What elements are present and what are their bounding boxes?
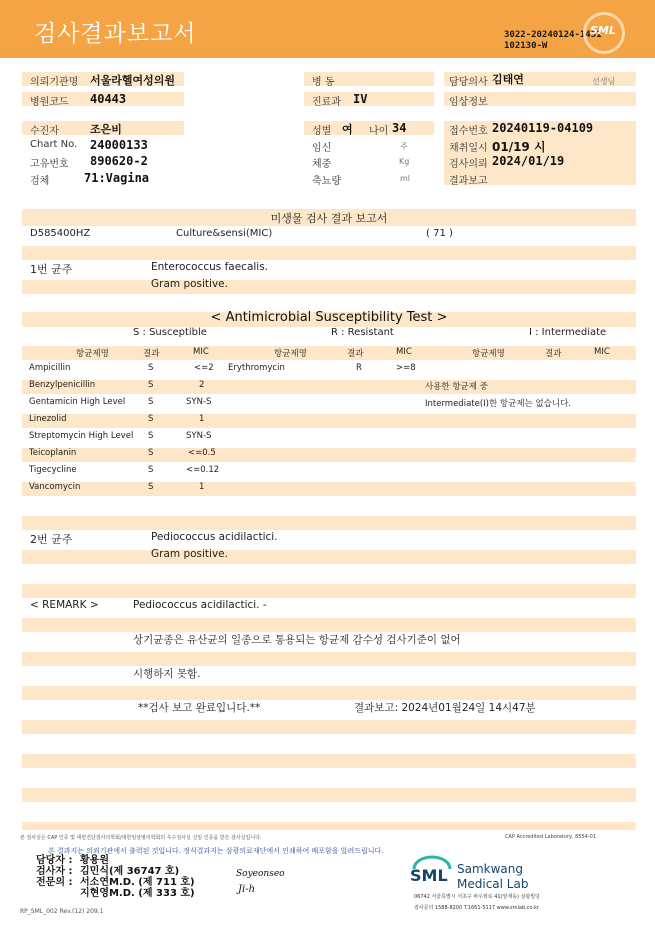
urine-unit: ml	[400, 174, 411, 183]
test-name: Culture&sensi(MIC)	[176, 228, 273, 239]
drug-name-mid: Erythromycin	[228, 363, 285, 373]
remark-label: < REMARK >	[30, 599, 99, 611]
age-value: 34	[392, 121, 407, 135]
drug-mic: <=2	[194, 363, 214, 373]
drug-name: Gentamicin High Level	[29, 397, 126, 407]
stripe	[22, 788, 636, 802]
report-time: 결과보고: 2024년01월24일 14시47분	[354, 702, 536, 714]
drug-mic: 2	[199, 380, 205, 390]
staff-role-3: 전문의 :	[36, 877, 73, 888]
request-value: 2024/01/19	[492, 154, 565, 168]
col-mic-3: MIC	[594, 347, 610, 357]
drug-mic: <=0.5	[188, 448, 216, 458]
stripe	[22, 246, 636, 260]
stripe	[22, 380, 636, 394]
stripe	[22, 754, 636, 768]
dept-value: IV	[353, 92, 368, 106]
patient-label: 수진자	[30, 126, 59, 137]
stripe	[22, 822, 636, 830]
stripe	[22, 414, 636, 428]
header-logo-text: SML	[590, 24, 616, 37]
drug-result-mid: R	[356, 363, 362, 373]
id-value: 890620-2	[90, 154, 148, 168]
stripe	[22, 346, 636, 360]
staff-name-4: 지현영M.D. (제 333 호)	[80, 888, 195, 899]
strain1-label: 1번 균주	[30, 263, 73, 276]
signature-2: Ji-h	[238, 884, 256, 895]
report-label: 결과보고	[449, 176, 488, 187]
col-mic-1: MIC	[193, 347, 209, 357]
brand-name-2: Medical Lab	[457, 877, 529, 891]
col-drug-3: 항균제명	[472, 349, 505, 359]
staff-role-2: 검사자 :	[36, 866, 73, 877]
stripe	[22, 448, 636, 462]
urine-label: 축뇨량	[312, 176, 341, 187]
signature-1: Soyeonseo	[236, 869, 285, 879]
drug-name: Vancomycin	[29, 482, 81, 492]
collect-value: 01/19 시	[492, 140, 546, 154]
col-result-2: 결과	[347, 349, 364, 359]
clinical-label: 임상정보	[449, 97, 488, 108]
section-title: 미생물 검사 결과 보고서	[270, 212, 388, 225]
cert-notice: 본 검사실은 CAP 인증 및 대한진단검사의학회/대한임상병리학회의 우수검사실 신임 인증을 받은 검사실입니다.	[20, 835, 262, 841]
stripe	[22, 618, 636, 632]
official-notice: 본 결과지는 의뢰기관에서 출력된 것입니다. 정식결과지는 삼광의료재단에서 인쇄하여 배포함을 알려드립니다.	[48, 847, 384, 855]
col-drug-2: 항균제명	[274, 349, 307, 359]
remark-line-2: 상기균종은 유산균의 일종으로 통용되는 항균제 감수성 검사기준이 없어	[133, 634, 461, 646]
drug-result: S	[148, 482, 154, 492]
drug-mic-mid: >=8	[396, 363, 416, 373]
brand-logo-text: SML	[410, 866, 448, 885]
report-title: 검사결과보고서	[34, 21, 197, 47]
institution-label: 의뢰기관명	[30, 77, 79, 88]
stripe	[22, 482, 636, 496]
col-drug-1: 항균제명	[76, 349, 109, 359]
staff-role-1: 담당자 :	[36, 855, 73, 866]
stripe	[22, 652, 636, 666]
form-code: RP_SML_002 Rev.(12) 209.1	[20, 908, 104, 915]
patient-value: 조은비	[90, 123, 122, 136]
stripe	[22, 720, 636, 734]
drug-name: Teicoplanin	[29, 448, 77, 458]
ast-title: < Antimicrobial Susceptibility Test >	[210, 310, 448, 325]
legend-i: I : Intermediate	[529, 327, 607, 338]
drug-result: S	[148, 414, 154, 424]
stripe	[22, 280, 636, 294]
strain2-label: 2번 균주	[30, 533, 73, 546]
drug-name: Benzylpenicillin	[29, 380, 96, 390]
col-mic-2: MIC	[396, 347, 412, 357]
col-result-1: 결과	[143, 349, 160, 359]
drug-mic: 1	[199, 414, 205, 424]
test-code: D585400HZ	[30, 228, 91, 239]
receipt-value: 20240119-04109	[492, 121, 594, 135]
stripe	[22, 516, 636, 530]
drug-result: S	[148, 431, 154, 441]
stripe	[22, 686, 636, 700]
test-num: ( 71 )	[426, 228, 453, 239]
chart-value: 24000133	[90, 138, 148, 152]
address-line-1: 06742 서울특별시 서초구 바우뫼로 41(양재동) 삼광빌딩	[414, 894, 540, 900]
weight-unit: Kg	[399, 157, 410, 166]
strain2-gram: Gram positive.	[151, 548, 228, 560]
drug-name: Tigecycline	[29, 465, 77, 475]
doctor-suffix: 선생님	[592, 77, 616, 86]
sex-value: 여	[342, 123, 353, 136]
staff-name-3: 서소연M.D. (제 711 호)	[80, 877, 195, 888]
legend-s: S : Susceptible	[133, 327, 207, 338]
remark-line-3: 시행하지 못함.	[133, 668, 201, 680]
drug-mic: <=0.12	[186, 465, 220, 475]
drug-result: S	[148, 380, 154, 390]
remark-line-1: Pediococcus acidilactici. -	[133, 599, 267, 611]
drug-result: S	[148, 397, 154, 407]
report-code-2: 102130-W	[504, 41, 548, 51]
legend-r: R : Resistant	[331, 327, 394, 338]
report-code-1: 3022-20240124-1451	[504, 30, 602, 40]
age-label: 나이	[369, 126, 389, 137]
drug-result: S	[148, 465, 154, 475]
staff-name-2: 김민식(제 36747 호)	[80, 866, 180, 877]
drug-name: Linezolid	[29, 414, 67, 424]
preg-label: 임신	[312, 143, 332, 154]
drug-result: S	[148, 448, 154, 458]
specimen-value: 71:Vagina	[84, 171, 150, 185]
weight-label: 체중	[312, 159, 332, 170]
doctor-label: 담당의사	[449, 77, 488, 88]
staff-name-1: 황용원	[80, 855, 109, 866]
id-label: 고유번호	[30, 159, 69, 170]
drug-mic: SYN-S	[186, 397, 212, 407]
drug-result: S	[148, 363, 154, 373]
collect-label: 채취일시	[449, 143, 488, 154]
ward-label: 병 동	[312, 77, 335, 88]
cap-notice: CAP Accredited Laboratory, 8554-01	[505, 834, 597, 840]
intermediate-note-2: Intermediate(I)한 항균제는 없습니다.	[425, 399, 571, 409]
drug-mic: 1	[199, 482, 205, 492]
strain1-name: Enterococcus faecalis.	[151, 261, 269, 273]
stripe	[22, 550, 636, 564]
drug-mic: SYN-S	[186, 431, 212, 441]
stripe	[22, 584, 636, 598]
receipt-label: 접수번호	[449, 126, 488, 137]
institution-value: 서울라헬여성의원	[90, 74, 176, 87]
specimen-label: 검체	[30, 176, 50, 187]
hospital-code-value: 40443	[90, 92, 127, 106]
address-line-2: 검사문의 1588-8200 T.1661-5117 www.smlab.co.kr	[414, 905, 539, 911]
drug-name: Streptomycin High Level	[29, 431, 134, 441]
sex-label: 성별	[312, 126, 332, 137]
strain2-name: Pediococcus acidilactici.	[151, 531, 278, 543]
intermediate-note-1: 사용한 항균제 중	[425, 382, 488, 392]
doctor-value: 김태연	[492, 73, 524, 86]
preg-unit: 주	[400, 142, 408, 151]
strain1-gram: Gram positive.	[151, 278, 228, 290]
brand-name-1: Samkwang	[457, 862, 523, 876]
request-label: 검사의뢰	[449, 159, 488, 170]
report-complete: **검사 보고 완료입니다.**	[138, 702, 261, 714]
dept-label: 진료과	[312, 97, 341, 108]
col-result-3: 결과	[545, 349, 562, 359]
chart-label: Chart No.	[30, 139, 78, 150]
drug-name: Ampicillin	[29, 363, 71, 373]
hospital-code-label: 병원코드	[30, 97, 69, 108]
